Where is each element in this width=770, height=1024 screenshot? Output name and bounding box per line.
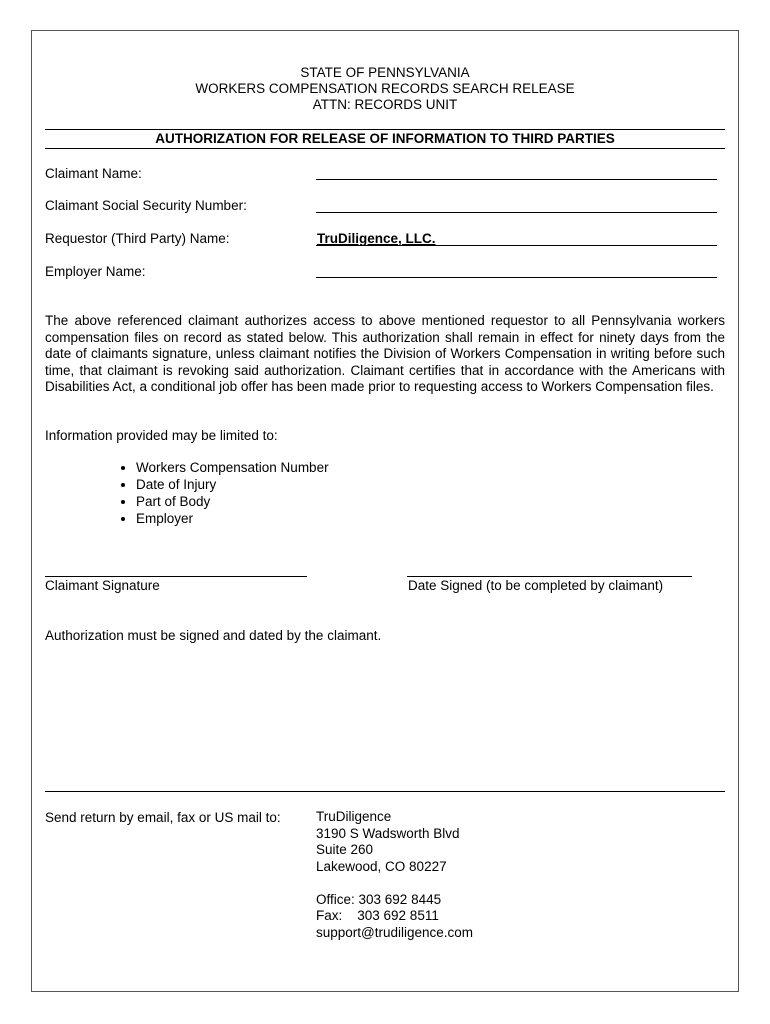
claimant-ssn-field[interactable]: [316, 212, 717, 213]
info-list: [100, 459, 329, 527]
authorization-note: Authorization must be signed and dated by the claimant.: [45, 628, 382, 643]
subtitle-top-rule: [45, 129, 725, 130]
requestor-label: Requestor (Third Party) Name:: [45, 231, 230, 246]
return-company: TruDiligence: [316, 809, 392, 824]
return-fax: Fax: 303 692 8511: [316, 908, 439, 923]
section-subtitle: AUTHORIZATION FOR RELEASE OF INFORMATION TO THIRD PARTIES: [155, 131, 615, 146]
return-street: 3190 S Wadsworth Blvd: [316, 825, 460, 841]
subtitle-bottom-rule: [45, 148, 725, 149]
requestor-value: TruDiligence, LLC.: [317, 231, 436, 246]
info-intro: Information provided may be limited to:: [45, 428, 278, 443]
claimant-signature-line[interactable]: [45, 576, 307, 577]
return-office-phone: Office: 303 692 8445: [316, 891, 442, 907]
return-address: [316, 809, 473, 941]
return-suite: Suite 260: [316, 842, 374, 857]
date-signed-line[interactable]: [407, 576, 692, 577]
claimant-ssn-label: Claimant Social Security Number:: [45, 198, 247, 213]
requestor-field[interactable]: [316, 245, 717, 246]
employer-name-label: Employer Name:: [45, 264, 146, 279]
return-label: Send return by email, fax or US mail to:: [45, 810, 281, 825]
list-item: • Workers Compensation Number: [136, 459, 329, 476]
header-attn: ATTN: RECORDS UNIT: [312, 97, 458, 112]
return-email[interactable]: support@trudiligence.com: [316, 924, 474, 940]
employer-name-field[interactable]: [316, 277, 717, 278]
header-state: STATE OF PENNSYLVANIA: [300, 65, 470, 80]
return-section-rule: [45, 791, 725, 792]
claimant-name-label: Claimant Name:: [45, 166, 142, 181]
list-item: • Date of Injury: [136, 476, 329, 493]
list-item: • Part of Body: [136, 493, 329, 510]
date-signed-label: Date Signed (to be completed by claimant): [408, 578, 664, 593]
list-item: • Employer: [136, 510, 329, 527]
header-form-title: WORKERS COMPENSATION RECORDS SEARCH RELEASE: [195, 81, 575, 96]
claimant-signature-label: Claimant Signature: [45, 578, 160, 593]
claimant-name-field[interactable]: [316, 179, 717, 180]
return-city: Lakewood, CO 80227: [316, 858, 447, 874]
address-spacer: [316, 875, 473, 892]
authorization-paragraph: The above referenced claimant authorizes access to above mentioned requestor to all Pennsylvania workers compensation files on record as stated below. This authorization shall remain in effect for ninety days from the date of claimants signature, unless claimant notifies the Division of Workers Compensation in writing before such time, that claimant is revoking said authorization. Claimant certifies that in accordance with the Americans with Disabilities Act, a conditional job offer has been made prior to requesting access to Workers Compensation files.: [45, 313, 725, 394]
